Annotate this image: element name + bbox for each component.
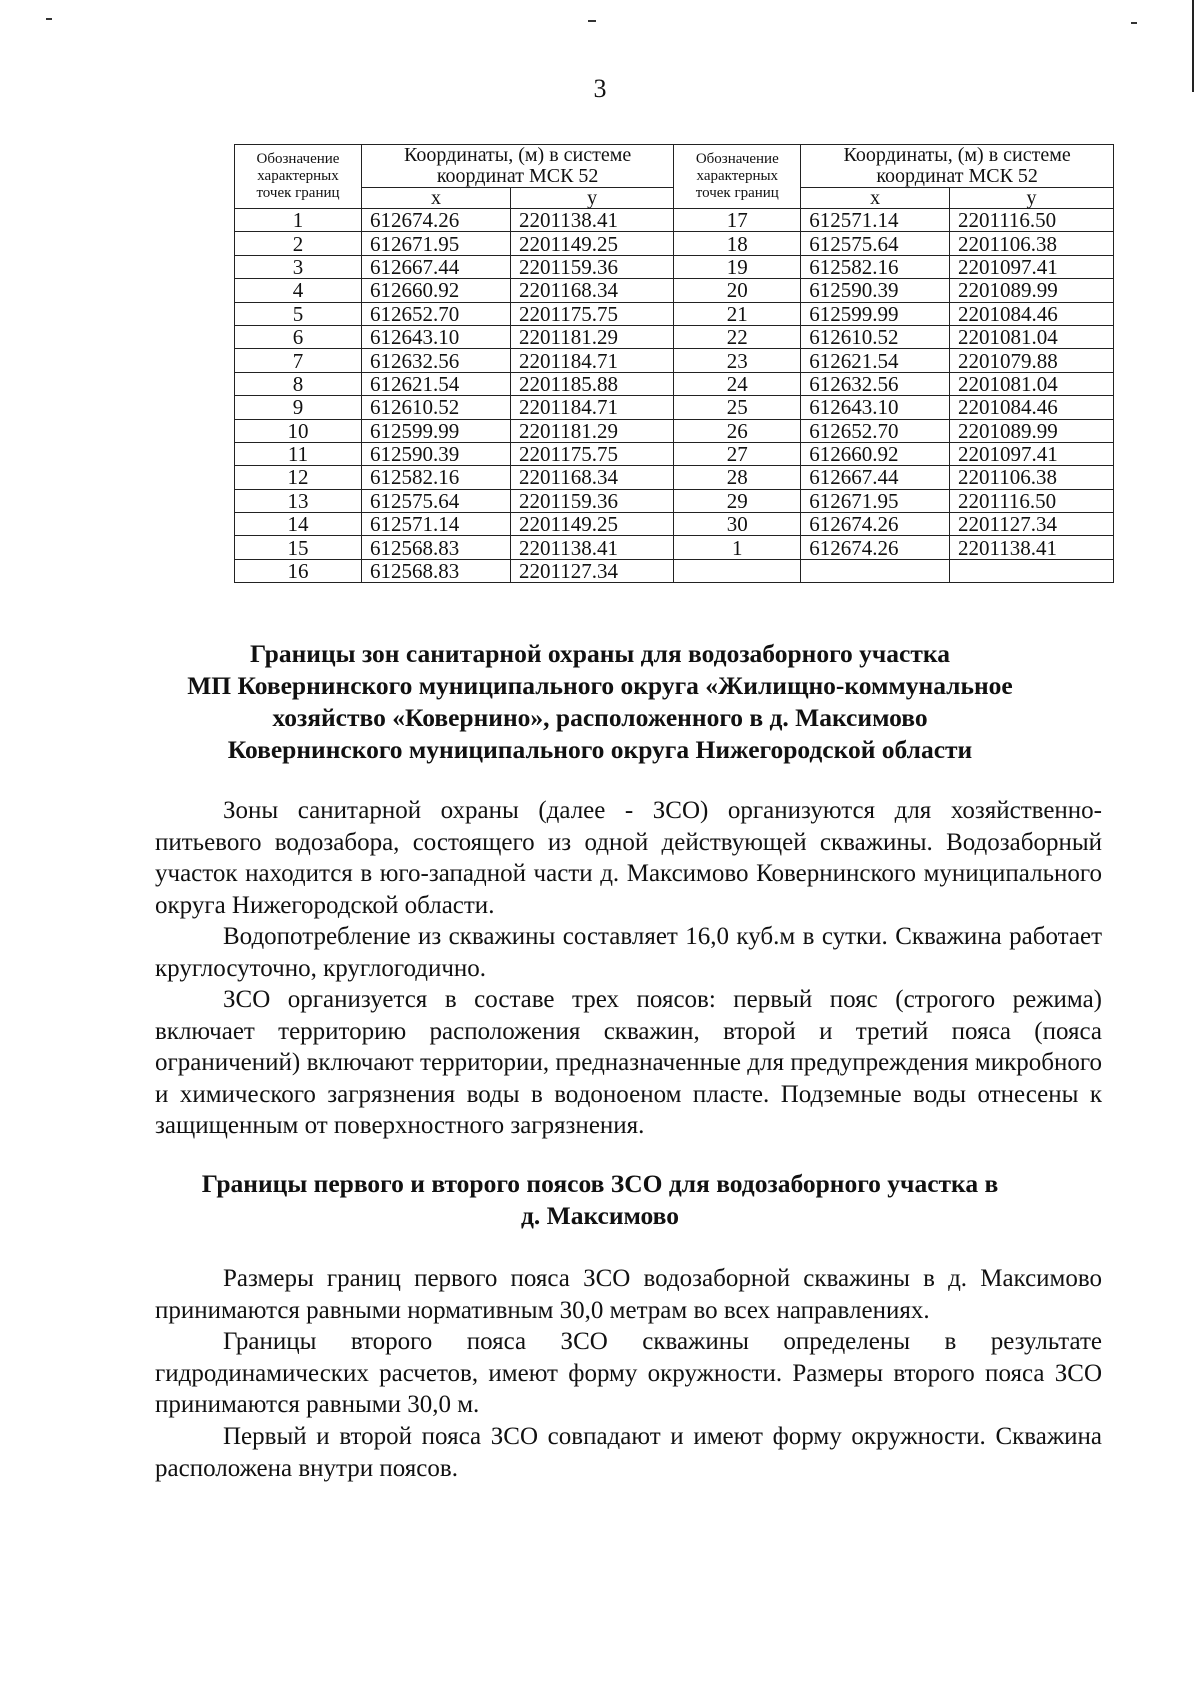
header-point-left: Обозначение характерных точек границ xyxy=(235,145,362,209)
coordinates-table-body xyxy=(235,209,1114,583)
cell-coord-x: 612660.92 xyxy=(801,442,950,465)
cell-point-number: 12 xyxy=(235,466,362,489)
cell-point-number: 19 xyxy=(674,255,801,278)
header-coords-right: Координаты, (м) в системе координат МСК 52 xyxy=(801,145,1114,188)
section2-paragraph-3: Первый и второй пояса ЗСО совпадают и имеют форму окружности. Скважина расположена внутри поясов. xyxy=(155,1423,1102,1482)
cell-coord-y: 2201149.25 xyxy=(511,232,674,255)
header-coords-left: Координаты, (м) в системе координат МСК 52 xyxy=(362,145,674,188)
header-x-right: x xyxy=(801,188,950,209)
table-row xyxy=(235,302,1114,325)
cell-point-number: 28 xyxy=(674,466,801,489)
cell-coord-y: 2201116.50 xyxy=(949,209,1113,232)
section1-paragraph-1: Зоны санитарной охраны (далее - ЗСО) организуются для хозяйственно-питьевого водозабора, состоящего из одной действующей скважины. Водозаборный участок находится в юго-западной части д. Максимово Ковернинского муниципального округа Нижегородской области. xyxy=(155,797,1102,919)
cell-coord-x: 612590.39 xyxy=(801,279,950,302)
cell-coord-y: 2201127.34 xyxy=(511,559,674,582)
cell-coord-x: 612652.70 xyxy=(362,302,511,325)
cell-coord-y: 2201159.36 xyxy=(511,255,674,278)
cell-point-number: 23 xyxy=(674,349,801,372)
cell-coord-x: 612568.83 xyxy=(362,536,511,559)
cell-coord-y: 2201079.88 xyxy=(949,349,1113,372)
cell-point-number: 14 xyxy=(235,513,362,536)
cell-coord-x: 612632.56 xyxy=(801,372,950,395)
table-row xyxy=(235,255,1114,278)
cell-coord-x: 612643.10 xyxy=(362,325,511,348)
cell-point-number: 20 xyxy=(674,279,801,302)
cell-coord-y: 2201175.75 xyxy=(511,442,674,465)
cell-coord-x: 612643.10 xyxy=(801,396,950,419)
header-y-left: y xyxy=(511,188,674,209)
header-point-right: Обозначение характерных точек границ xyxy=(674,145,801,209)
cell-coord-x: 612632.56 xyxy=(362,349,511,372)
cell-coord-x: 612660.92 xyxy=(362,279,511,302)
section1-title-line: Ковернинского муниципального округа Нижегородской области xyxy=(227,735,973,764)
section1-title-line: МП Ковернинского муниципального округа «Жилищно-коммунальное xyxy=(187,671,1013,700)
section1-title-line: хозяйство «Ковернино», расположенного в д. Максимово xyxy=(272,703,928,732)
cell-coord-x: 612671.95 xyxy=(801,489,950,512)
cell-coord-x: 612582.16 xyxy=(362,466,511,489)
cell-point-number: 11 xyxy=(235,442,362,465)
cell-coord-x: 612674.26 xyxy=(362,209,511,232)
table-row xyxy=(235,466,1114,489)
cell-coord-y: 2201138.41 xyxy=(511,209,674,232)
cell-coord-x: 612590.39 xyxy=(362,442,511,465)
cell-point-number: 21 xyxy=(674,302,801,325)
section2-title xyxy=(150,1168,1050,1232)
header-x-left: x xyxy=(362,188,511,209)
cell-coord-y xyxy=(949,559,1113,582)
cell-point-number: 1 xyxy=(674,536,801,559)
coordinates-table xyxy=(234,144,1114,583)
cell-coord-x: 612667.44 xyxy=(801,466,950,489)
cell-coord-y: 2201181.29 xyxy=(511,419,674,442)
cell-coord-y: 2201159.36 xyxy=(511,489,674,512)
cell-coord-y: 2201181.29 xyxy=(511,325,674,348)
cell-point-number: 1 xyxy=(235,209,362,232)
cell-coord-x: 612610.52 xyxy=(362,396,511,419)
cell-coord-x: 612610.52 xyxy=(801,325,950,348)
cell-coord-x: 612621.54 xyxy=(801,349,950,372)
table-row xyxy=(235,442,1114,465)
cell-point-number: 16 xyxy=(235,559,362,582)
cell-coord-y: 2201089.99 xyxy=(949,419,1113,442)
cell-coord-x: 612571.14 xyxy=(801,209,950,232)
cell-coord-x: 612599.99 xyxy=(801,302,950,325)
section2-paragraph-2: Границы второго пояса ЗСО скважины определены в результате гидродинамических расчетов, имеют форму окружности. Размеры второго пояса ЗСО принимаются равными 30,0 м. xyxy=(155,1328,1102,1418)
cell-coord-y: 2201184.71 xyxy=(511,396,674,419)
cell-point-number: 15 xyxy=(235,536,362,559)
cell-coord-y: 2201168.34 xyxy=(511,466,674,489)
scan-speck xyxy=(588,20,596,22)
table-row xyxy=(235,513,1114,536)
cell-point-number: 5 xyxy=(235,302,362,325)
section2-title-line: д. Максимово xyxy=(520,1201,680,1230)
cell-coord-y: 2201106.38 xyxy=(949,232,1113,255)
cell-coord-y: 2201081.04 xyxy=(949,325,1113,348)
table-row xyxy=(235,419,1114,442)
table-row xyxy=(235,372,1114,395)
cell-point-number: 24 xyxy=(674,372,801,395)
section1-paragraph-3: ЗСО организуется в составе трех поясов: первый пояс (строгого режима) включает территорию расположения скважин, второй и третий пояса (пояса ограничений) включают территории, предназначенные для предупреждения микробного и химического загрязнения воды в водоноеном пласте. Подземные воды отнесены к защищенным от поверхностного загрязнения. xyxy=(155,986,1102,1139)
cell-coord-x: 612575.64 xyxy=(362,489,511,512)
section2-paragraph-1: Размеры границ первого пояса ЗСО водозаборной скважины в д. Максимово принимаются равными нормативным 30,0 метрам во всех направлениях. xyxy=(155,1265,1102,1324)
header-y-right: y xyxy=(949,188,1113,209)
table-row xyxy=(235,325,1114,348)
cell-coord-y: 2201084.46 xyxy=(949,302,1113,325)
cell-coord-x: 612671.95 xyxy=(362,232,511,255)
table-row xyxy=(235,559,1114,582)
cell-point-number: 22 xyxy=(674,325,801,348)
cell-point-number: 30 xyxy=(674,513,801,536)
cell-coord-y: 2201089.99 xyxy=(949,279,1113,302)
table-row xyxy=(235,489,1114,512)
cell-coord-y: 2201116.50 xyxy=(949,489,1113,512)
cell-coord-x: 612674.26 xyxy=(801,513,950,536)
cell-point-number xyxy=(674,559,801,582)
cell-point-number: 17 xyxy=(674,209,801,232)
cell-coord-x: 612582.16 xyxy=(801,255,950,278)
cell-coord-y: 2201081.04 xyxy=(949,372,1113,395)
cell-point-number: 25 xyxy=(674,396,801,419)
cell-point-number: 2 xyxy=(235,232,362,255)
cell-coord-x: 612621.54 xyxy=(362,372,511,395)
cell-point-number: 10 xyxy=(235,419,362,442)
cell-coord-x xyxy=(801,559,950,582)
table-row xyxy=(235,279,1114,302)
scan-speck xyxy=(46,18,52,20)
cell-point-number: 3 xyxy=(235,255,362,278)
section2-title-line: Границы первого и второго поясов ЗСО для водозаборного участка в xyxy=(201,1169,999,1198)
cell-coord-x: 612599.99 xyxy=(362,419,511,442)
cell-point-number: 26 xyxy=(674,419,801,442)
table-row xyxy=(235,232,1114,255)
cell-coord-y: 2201138.41 xyxy=(511,536,674,559)
cell-point-number: 27 xyxy=(674,442,801,465)
cell-point-number: 9 xyxy=(235,396,362,419)
cell-point-number: 18 xyxy=(674,232,801,255)
cell-coord-y: 2201127.34 xyxy=(949,513,1113,536)
cell-coord-x: 612674.26 xyxy=(801,536,950,559)
cell-coord-y: 2201184.71 xyxy=(511,349,674,372)
cell-point-number: 4 xyxy=(235,279,362,302)
section1-title-line: Границы зон санитарной охраны для водозаборного участка xyxy=(250,639,950,668)
cell-coord-y: 2201097.41 xyxy=(949,255,1113,278)
cell-coord-x: 612575.64 xyxy=(801,232,950,255)
cell-coord-y: 2201149.25 xyxy=(511,513,674,536)
cell-coord-y: 2201175.75 xyxy=(511,302,674,325)
table-row xyxy=(235,349,1114,372)
section1-title xyxy=(150,638,1050,766)
cell-coord-x: 612652.70 xyxy=(801,419,950,442)
cell-coord-x: 612667.44 xyxy=(362,255,511,278)
cell-point-number: 13 xyxy=(235,489,362,512)
page-number: 3 xyxy=(593,74,607,103)
cell-coord-y: 2201106.38 xyxy=(949,466,1113,489)
cell-point-number: 7 xyxy=(235,349,362,372)
cell-point-number: 29 xyxy=(674,489,801,512)
section1-paragraph-2: Водопотребление из скважины составляет 16,0 куб.м в сутки. Скважина работает круглосуточно, круглогодично. xyxy=(155,923,1102,982)
table-row xyxy=(235,396,1114,419)
cell-point-number: 8 xyxy=(235,372,362,395)
cell-coord-x: 612568.83 xyxy=(362,559,511,582)
cell-coord-x: 612571.14 xyxy=(362,513,511,536)
cell-coord-y: 2201185.88 xyxy=(511,372,674,395)
cell-point-number: 6 xyxy=(235,325,362,348)
cell-coord-y: 2201097.41 xyxy=(949,442,1113,465)
table-row xyxy=(235,536,1114,559)
scan-speck xyxy=(1131,22,1137,24)
cell-coord-y: 2201168.34 xyxy=(511,279,674,302)
cell-coord-y: 2201084.46 xyxy=(949,396,1113,419)
cell-coord-y: 2201138.41 xyxy=(949,536,1113,559)
table-row xyxy=(235,209,1114,232)
